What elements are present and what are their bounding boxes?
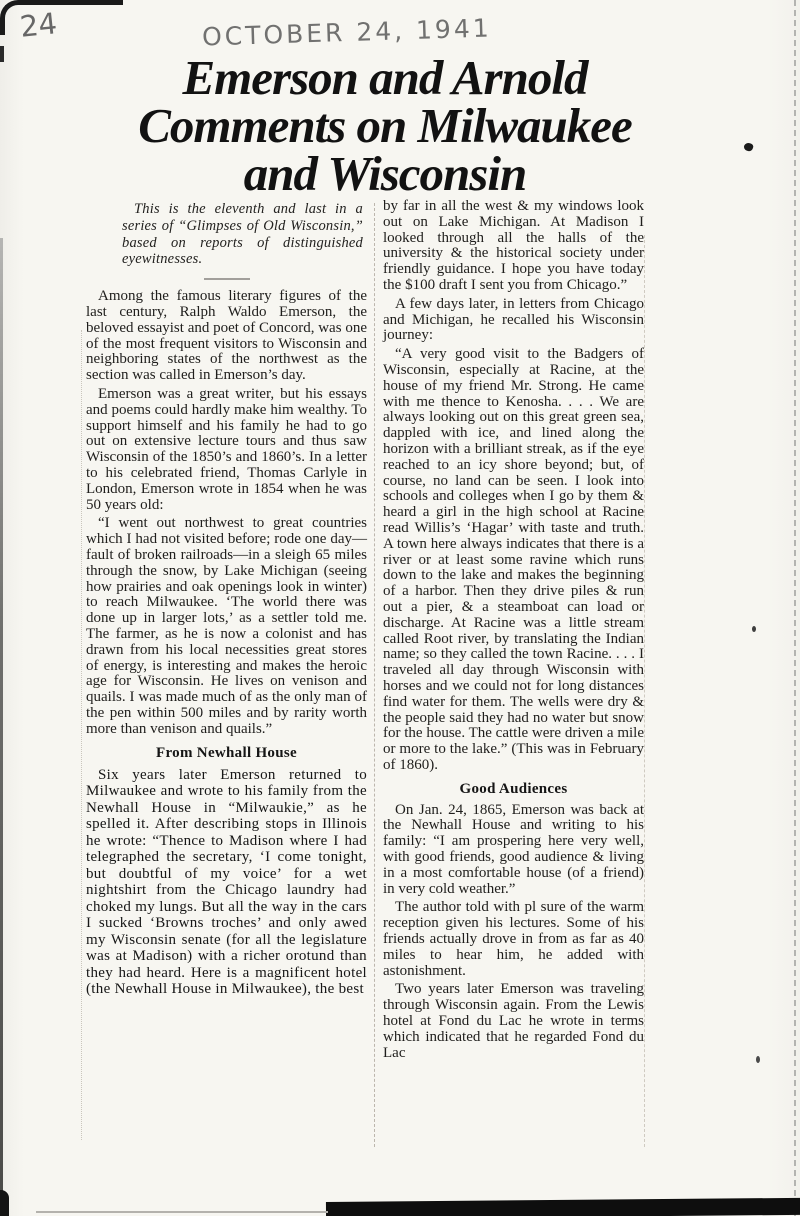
scan-edge-bottom-corner (0, 1190, 9, 1216)
article-paragraph: “A very good visit to the Badgers of Wisconsin, especially at Racine, at the house of my friend Mr. Strong. He came with me thence to Kenosha. . . . We are always looking out on this great green sea, dappled with ice, and lined along the horizon with a brilliant streak, as if the eye reached to an icy shore beyond; but, of course, no land can be seen. I look into schools and colleges when I go by them & heard a girl in the high school at Racine read Willis’s ‘Hagar’ with taste and truth. A town here always indicates that there is a river or at least some ravine which runs down to the lake and makes the beginning of a harbor. Then they drive piles & run out a pier, & a steamboat can load or discharge. At Racine was a little stream called Root river, by translating the Indian name; so they called the town Racine. . . . I traveled all day through Wisconsin with horses and we could not for long distances find water for them. The wells were dry & the people said they had no water but snow for the house. The cattle were driven a mile or more to the lake.” (This was in February of 1860). (383, 346, 644, 773)
article-paragraph: Among the famous literary figures of the last century, Ralph Waldo Emerson, the beloved essayist and poet of Concord, was one of the most frequent visitors to Wisconsin and neighboring states of the northwest as the section was called in Emerson’s day. (86, 288, 367, 384)
column-cut-edge (81, 330, 82, 1140)
article-headline (30, 50, 740, 201)
article-paragraph: “I went out northwest to great countries which I had not visited before; rode one day—fault of broken railroads—in a sleigh 65 miles through the snow, by Lake Michigan (seeing how prairies and oak openings look in winter) to reach Milwaukee. ‘The world there was done up in larger lots,’ as a settler told me. The farmer, as he is now a colonist and has drawn from his local necessities great stores of energy, is interesting and makes the heroic age for Wisconsin. He lives on venison and quails. I was made much of as the only man of the pen within 500 miles and by rarity worth more than venison and quails.” (86, 515, 367, 737)
subhead-good-audiences: Good Audiences (459, 780, 568, 797)
article-paragraph: Six years later Emerson returned to Milwaukee and wrote to his family from the Newhall House in “Milwaukie,” as he spelled it. After describing stops in Illinois he wrote: “Thence to Madison where I had telegraphed the secretary, ‘I come tonight, but doubtful of my voice’ for a wet nightshirt from the Chicago laundry had choked my lungs. But all the way in the cars I sucked ‘Browns troches’ and only awed my Wisconsin senate (for all the legislature was at Madison) with a richer orotund than they had heard. Here is a magnificent hotel (the Newhall House in Milwaukee), the best (86, 766, 367, 997)
right-column (383, 199, 644, 1064)
article-paragraph: by far in all the west & my windows look out on Lake Michigan. At Madison I looked through all the halls of the university & the historical society under friendly guidance. I hope you have today the $100 draft I sent you from Chicago.” (383, 198, 644, 293)
article-body (86, 199, 644, 1064)
article-paragraph: A few days later, in letters from Chicago and Michigan, he recalled his Wisconsin journey: (383, 295, 644, 344)
headline-line-2: Comments on Milwaukee (138, 98, 632, 153)
scan-speck (756, 1056, 760, 1063)
headline-line-3: and Wisconsin (243, 146, 527, 201)
scan-edge-left-stripe (0, 238, 3, 1216)
scan-edge-bottom-line (36, 1211, 328, 1213)
series-editor-note: This is the eleventh and last in a series of “Glimpses of Old Wisconsin,” based on reports of distinguished eyewitnesses. (122, 201, 363, 268)
article-paragraph: On Jan. 24, 1865, Emerson was back at the Newhall House and writing to his family: “I am prospering here very well, with good friends, good audience & living in a most comfortable house (of a friend) in very cold weather.” (383, 801, 644, 897)
scan-speck (752, 626, 756, 632)
subhead-from-newhall-house: From Newhall House (156, 744, 297, 761)
scan-edge-bottom-bar (326, 1198, 800, 1216)
left-column (86, 199, 367, 1064)
right-column-edge-line (644, 235, 645, 1147)
article-paragraph: Emerson was a great writer, but his essays and poems could hardly make him wealthy. To support himself and his family he had to go out on extensive lecture tours and thus saw Wisconsin of the 1850’s and 1860’s. In a letter to his celebrated friend, Thomas Carlyle in London, Emerson wrote in 1854 when he was 50 years old: (86, 385, 367, 513)
article-paragraph: Two years later Emerson was traveling through Wisconsin again. From the Lewis hotel at Fond du Lac he wrote in terms which indicated that he regarded Fond du Lac (383, 981, 644, 1061)
handwritten-page-number: 24 (18, 6, 59, 44)
scan-edge-left-dash (0, 46, 4, 62)
headline-line-1: Emerson and Arnold (182, 50, 588, 105)
handwritten-date: OCTOBER 24, 1941 (201, 13, 493, 52)
section-divider-rule (204, 278, 250, 280)
scan-edge-right-dashed (794, 0, 796, 1216)
ink-blot (743, 142, 754, 153)
article-paragraph: The author told with pl sure of the warm reception given his lectures. Some of his friends actually drove in from as far as 40 miles to hear him, he added with astonishment. (383, 899, 644, 979)
